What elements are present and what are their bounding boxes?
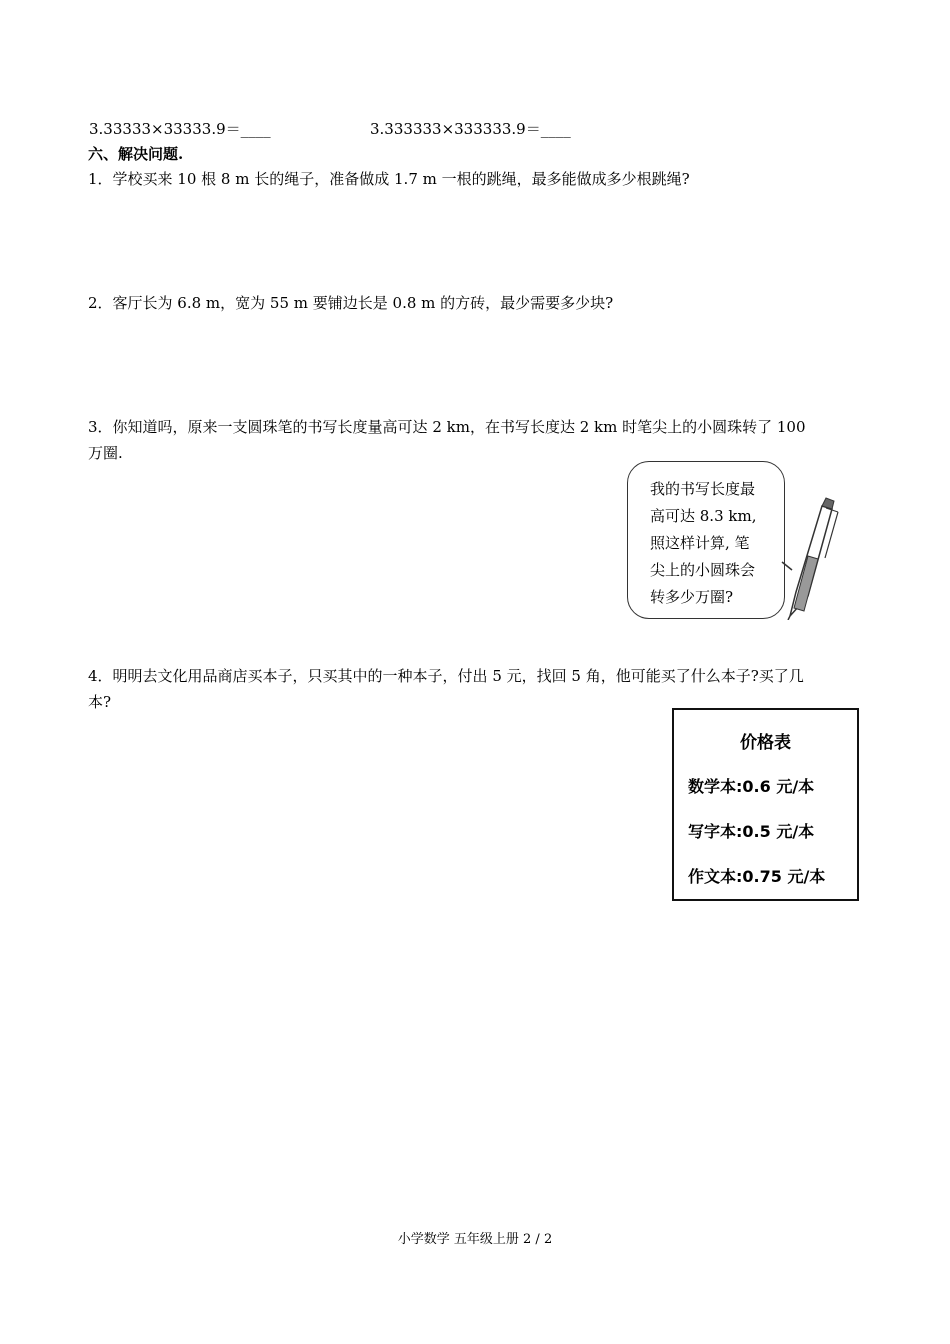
speech-bubble-text: 我的书写长度最 高可达 8.3 km, 照这样计算, 笔 尖上的小圆珠会 转多少万圈? <box>650 480 757 606</box>
calc-right: 3.333333×333333.9＝____ <box>370 120 571 138</box>
question-4-line-2: 本? <box>88 693 112 711</box>
question-1: 1．学校买来 10 根 8 m 长的绳子，准备做成 1.7 m 一根的跳绳，最多能做成多少根跳绳? <box>88 170 690 188</box>
question-3-line-2: 万圈. <box>88 444 123 462</box>
price-row-math: 数学本:0.6 元/本 <box>688 777 815 796</box>
question-4-line-1: 4．明明去文化用品商店买本子，只买其中的一种本子，付出 5 元，找回 5 角，他可能买了什么本子?买了几 <box>88 667 804 685</box>
pen-icon <box>780 496 852 620</box>
question-3-line-1: 3．你知道吗，原来一支圆珠笔的书写长度量高可达 2 km，在书写长度达 2 km 时笔尖上的小圆珠转了 100 <box>88 418 806 436</box>
price-table-title: 价格表 <box>740 733 791 753</box>
price-row-writing: 写字本:0.5 元/本 <box>688 822 815 841</box>
calc-left: 3.33333×33333.9＝____ <box>89 120 271 138</box>
page-footer: 小学数学 五年级上册 2 / 2 <box>397 1232 553 1247</box>
price-row-composition: 作文本:0.75 元/本 <box>688 867 826 886</box>
question-2: 2．客厅长为 6.8 m，宽为 55 m 要铺边长是 0.8 m 的方砖，最少需要多少块? <box>88 294 614 312</box>
price-table <box>672 708 859 901</box>
section-title: 六、解决问题. <box>88 145 184 163</box>
